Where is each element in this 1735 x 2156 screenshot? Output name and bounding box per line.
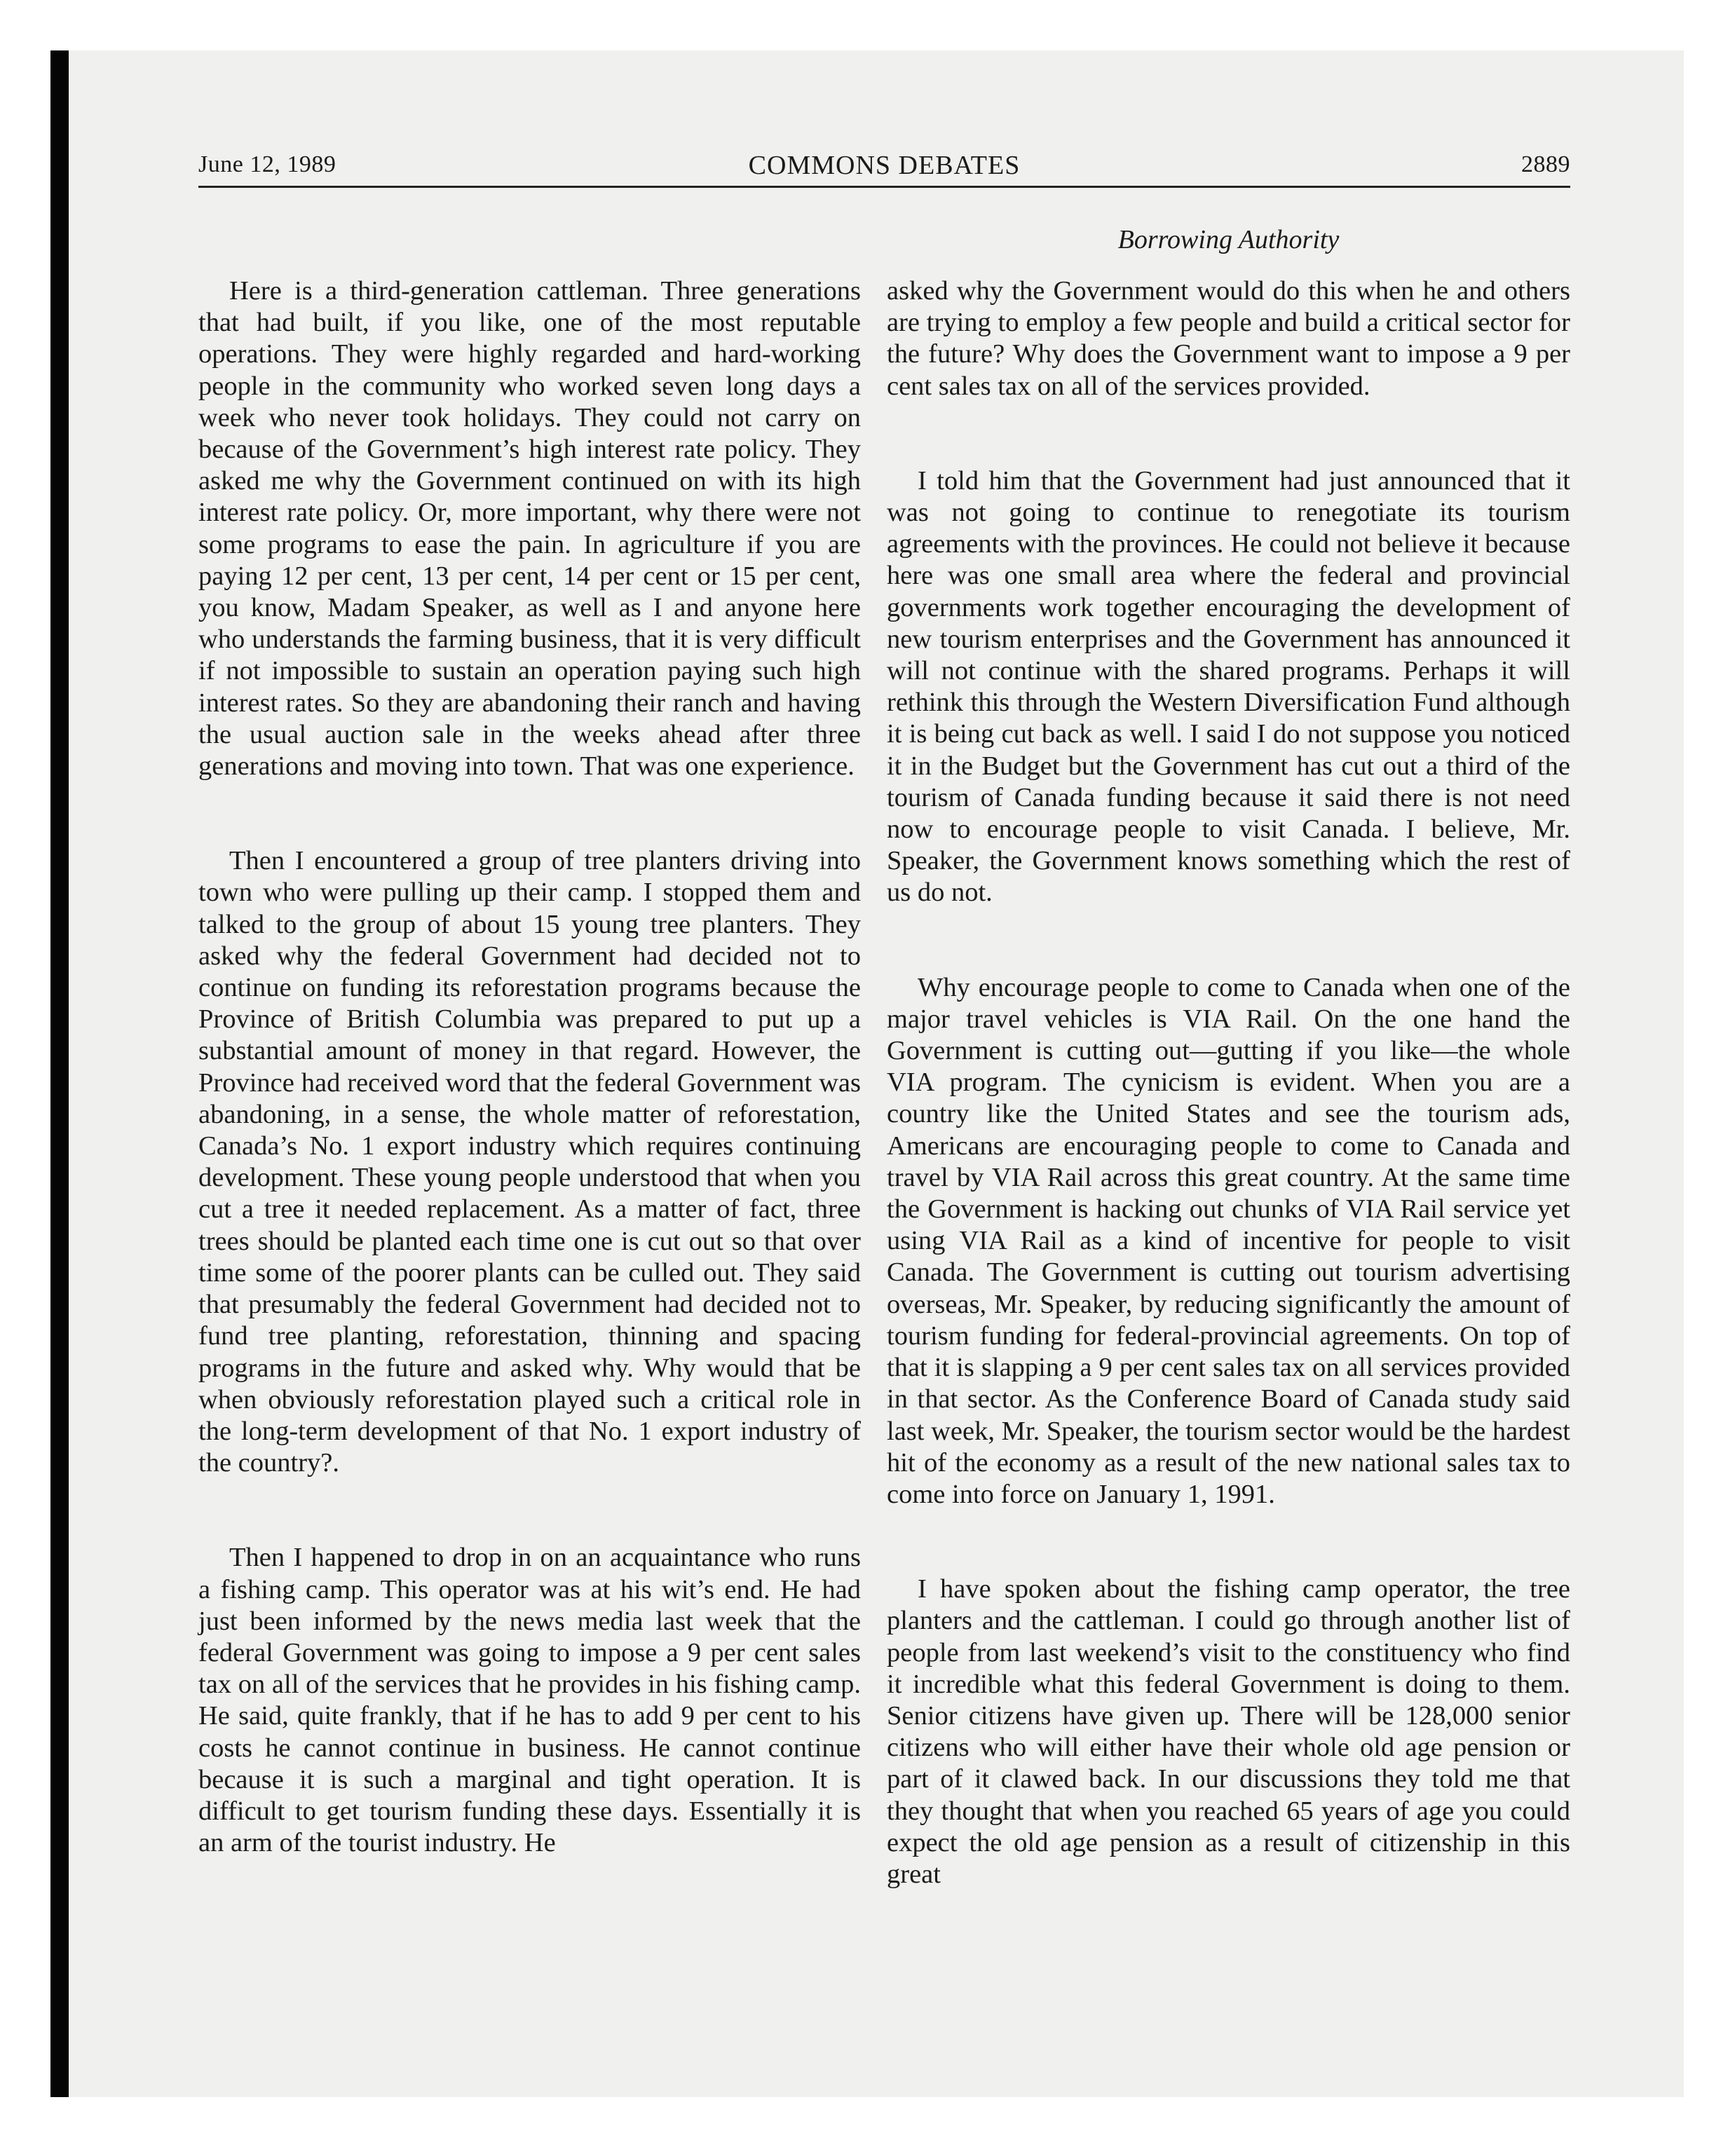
paragraph: I told him that the Government had just announced that it was not going to continue to renegotiate its tourism agreements with the provinces. He could not believe it because here was one small area where the federal and provincial governments work together encouraging the development of new tourism enterprises and the Government has announced it will not continue with the shared programs. Perhaps it will rethink this through the Western Diversification Fund although it is being cut back as well. I said I do not suppose you noticed it in the Budget but the Government has cut out a third of the tourism of Canada funding because it said there is not need now to encourage people to visit Canada. I believe, Mr. Speaker, the Government knows something which the rest of us do not.	[887, 465, 1570, 908]
left-column	[198, 275, 861, 1859]
paragraph: I have spoken about the fishing camp operator, the tree planters and the cattleman. I could go through another list of people from last weekend’s visit to the constituency who find it incredible what this federal Government is doing to them. Senior citizens have given up. There will be 128,000 senior citizens who will either have their whole old age pension or part of it clawed back. In our discussions they told me that they thought that when you reached 65 years of age you could expect the old age pension as a result of citizenship in this great	[887, 1574, 1570, 1889]
section-title: Borrowing Authority	[1117, 225, 1340, 254]
page-number: 2889	[1521, 151, 1570, 177]
paragraph-continued: asked why the Government would do this when he and others are trying to employ a few people and build a critical sector for the future? Why does the Government want to impose a 9 per cent sales tax on all of the services provided.	[887, 276, 1570, 401]
header-date: June 12, 1989	[198, 151, 336, 177]
paragraph: Here is a third-generation cattleman. Three generations that had built, if you like, one of the most reputable operations. They were highly regarded and hard-working people in the community who worked seven long days a week who never took holidays. They could not carry on because of the Government’s high interest rate policy. They asked me why the Government continued on with its high interest rate policy. Or, more important, why there were not some programs to ease the pain. In agriculture if you are paying 12 per cent, 13 per cent, 14 per cent or 15 per cent, you know, Madam Speaker, as well as I and anyone here who understands the farming business, that it is very difficult if not impossible to sustain an operation paying such high interest rates. So they are abandoning their ranch and having the usual auction sale in the weeks ahead after three generations and moving into town. That was one experience.	[198, 276, 861, 782]
right-column	[887, 275, 1570, 1890]
paragraph: Then I happened to drop in on an acquaintance who runs a fishing camp. This operator was at his wit’s end. He had just been informed by the news media last week that the federal Government was going to impose a 9 per cent sales tax on all of the services that he provides in his fishing camp. He said, quite frankly, that if he has to add 9 per cent to his costs he cannot continue in business. He cannot continue because it is such a marginal and tight operation. It is difficult to get tourism funding these days. Essentially it is an arm of the tourist industry. He	[198, 1543, 861, 1858]
paragraph: Why encourage people to come to Canada when one of the major travel vehicles is VIA Rail. On the one hand the Government is cutting out—gutting if you like—the whole VIA program. The cynicism is evident. When you are a country like the United States and see the tourism ads, Americans are encouraging people to come to Canada and travel by VIA Rail across this great country. At the same time the Government is hacking out chunks of VIA Rail service yet using VIA Rail as a kind of incentive for people to visit Canada. The Government is cutting out tourism advertising overseas, Mr. Speaker, by reducing significantly the amount of tourism funding for federal-provincial agreements. On top of that it is slapping a 9 per cent sales tax on all services provided in that sector. As the Conference Board of Canada study said last week, Mr. Speaker, the tourism sector would be the hardest hit of the economy as a result of the new national sales tax to come into force on January 1, 1991.	[887, 972, 1570, 1509]
paragraph: Then I encountered a group of tree planters driving into town who were pulling up their camp. I stopped them and talked to the group of about 15 young tree planters. They asked why the federal Government had decided not to continue on funding its reforestation programs because the Province of British Columbia was prepared to put up a substantial amount of money in that regard. However, the Province had received word that the federal Government was abandoning, in a sense, the whole matter of reforestation, Canada’s No. 1 export industry which requires continuing development. These young people understood that when you cut a tree it needed replacement. As a matter of fact, three trees should be planted each time one is cut out so that over time some of the poorer plants can be culled out. They said that presumably the federal Government had decided not to fund tree planting, reforestation, thinning and spacing programs in the future and asked why. Why would that be when obviously reforestation played such a critical role in the long-term development of that No. 1 export industry of the country?.	[198, 846, 861, 1478]
page-header	[198, 142, 1570, 184]
scan-border	[50, 50, 69, 2097]
header-rule	[198, 186, 1570, 188]
header-title: COMMONS DEBATES	[748, 151, 1021, 180]
